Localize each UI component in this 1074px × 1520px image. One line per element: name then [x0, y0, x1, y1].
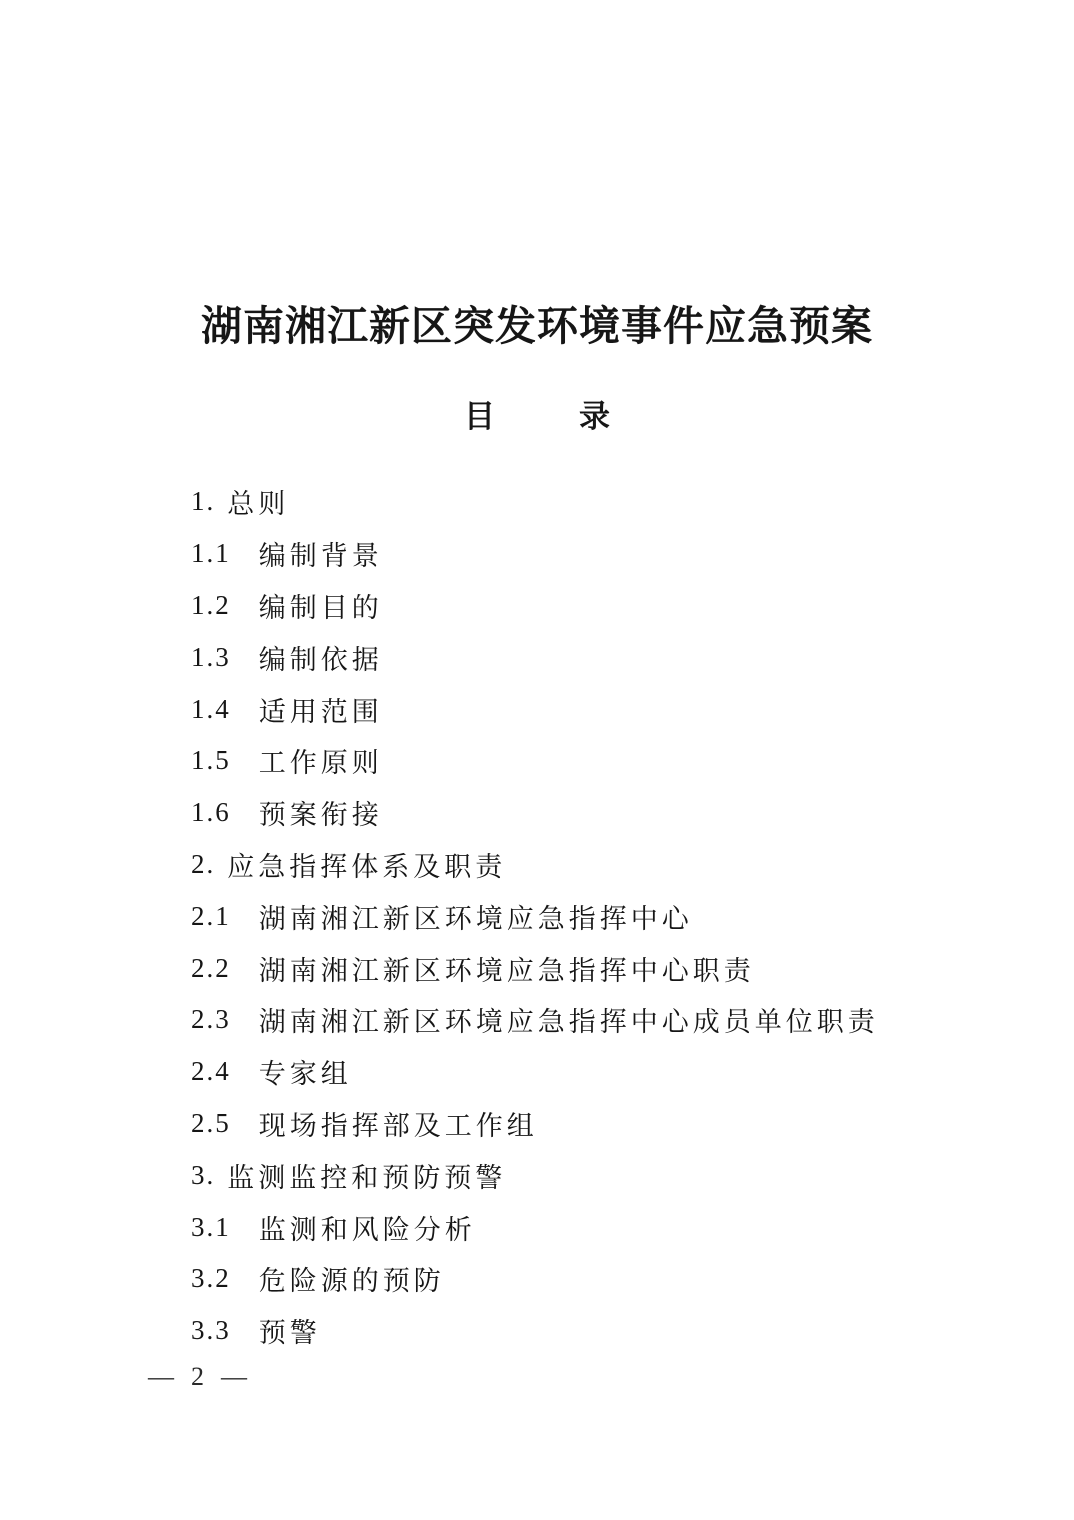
toc-item-number: 2. [191, 848, 216, 879]
page-footer [148, 1362, 247, 1392]
toc-item [191, 787, 1014, 839]
toc-item [191, 1149, 1014, 1201]
toc-item-label: 编制目的 [258, 592, 383, 623]
toc-item-label: 预警 [258, 1318, 321, 1349]
toc-item-label: 现场指挥部及工作组 [258, 1110, 538, 1141]
toc-item-label: 湖南湘江新区环境应急指挥中心 [258, 903, 693, 934]
toc-item-label: 湖南湘江新区环境应急指挥中心职责 [258, 955, 755, 986]
toc-item-number: 2.4 [191, 1056, 231, 1087]
toc-heading-char-left: 目 [464, 399, 495, 434]
toc-item [191, 1305, 1014, 1357]
toc-item [191, 1201, 1014, 1253]
toc-item-number: 3.2 [191, 1263, 231, 1294]
toc-item-number: 1.2 [191, 589, 231, 620]
toc-item-number: 3. [191, 1159, 216, 1190]
toc-item [191, 1046, 1014, 1098]
toc-item-label: 监测监控和预防预警 [227, 1162, 507, 1193]
toc-item-label: 专家组 [258, 1059, 352, 1090]
toc-item [191, 1098, 1014, 1150]
toc-item-label: 应急指挥体系及职责 [227, 851, 507, 882]
toc-item-label: 总则 [227, 489, 290, 520]
toc-heading [0, 400, 1074, 434]
toc-item-number: 1.5 [191, 745, 231, 776]
document-title: 湖南湘江新区突发环境事件应急预案 [201, 303, 873, 350]
toc-item [191, 476, 1014, 528]
toc-item [191, 735, 1014, 787]
toc-item-number: 1.6 [191, 797, 231, 828]
toc-item-number: 3.3 [191, 1315, 231, 1346]
toc-item [191, 839, 1014, 891]
toc-item-label: 编制背景 [258, 541, 383, 572]
toc-item-number: 1. [191, 486, 216, 517]
toc-item-label: 湖南湘江新区环境应急指挥中心成员单位职责 [258, 1007, 879, 1038]
toc-item-number: 2.5 [191, 1107, 231, 1138]
footer-dash-left: — [148, 1362, 174, 1391]
toc-item [191, 528, 1014, 580]
toc-item-number: 3.1 [191, 1211, 231, 1242]
toc-item [191, 994, 1014, 1046]
toc-heading-char-right: 录 [579, 399, 610, 434]
toc-item-label: 监测和风险分析 [258, 1214, 476, 1245]
toc-item [191, 890, 1014, 942]
toc-item-number: 1.4 [191, 693, 231, 724]
toc-item-number: 2.3 [191, 1004, 231, 1035]
toc-item-number: 2.1 [191, 900, 231, 931]
toc-item [191, 631, 1014, 683]
toc-item-number: 1.3 [191, 641, 231, 672]
footer-dash-right: — [221, 1362, 247, 1391]
toc-item [191, 580, 1014, 632]
toc-item-label: 预案衔接 [258, 800, 383, 831]
toc-item [191, 1253, 1014, 1305]
toc-item [191, 683, 1014, 735]
toc-item-label: 适用范围 [258, 696, 383, 727]
toc-item-label: 工作原则 [258, 748, 383, 779]
toc-item-label: 编制依据 [258, 644, 383, 675]
toc-item [191, 942, 1014, 994]
toc-list [191, 476, 1014, 1357]
toc-item-number: 1.1 [191, 538, 231, 569]
toc-item-number: 2.2 [191, 952, 231, 983]
page-number: 2 [191, 1362, 204, 1391]
toc-item-label: 危险源的预防 [258, 1266, 445, 1297]
